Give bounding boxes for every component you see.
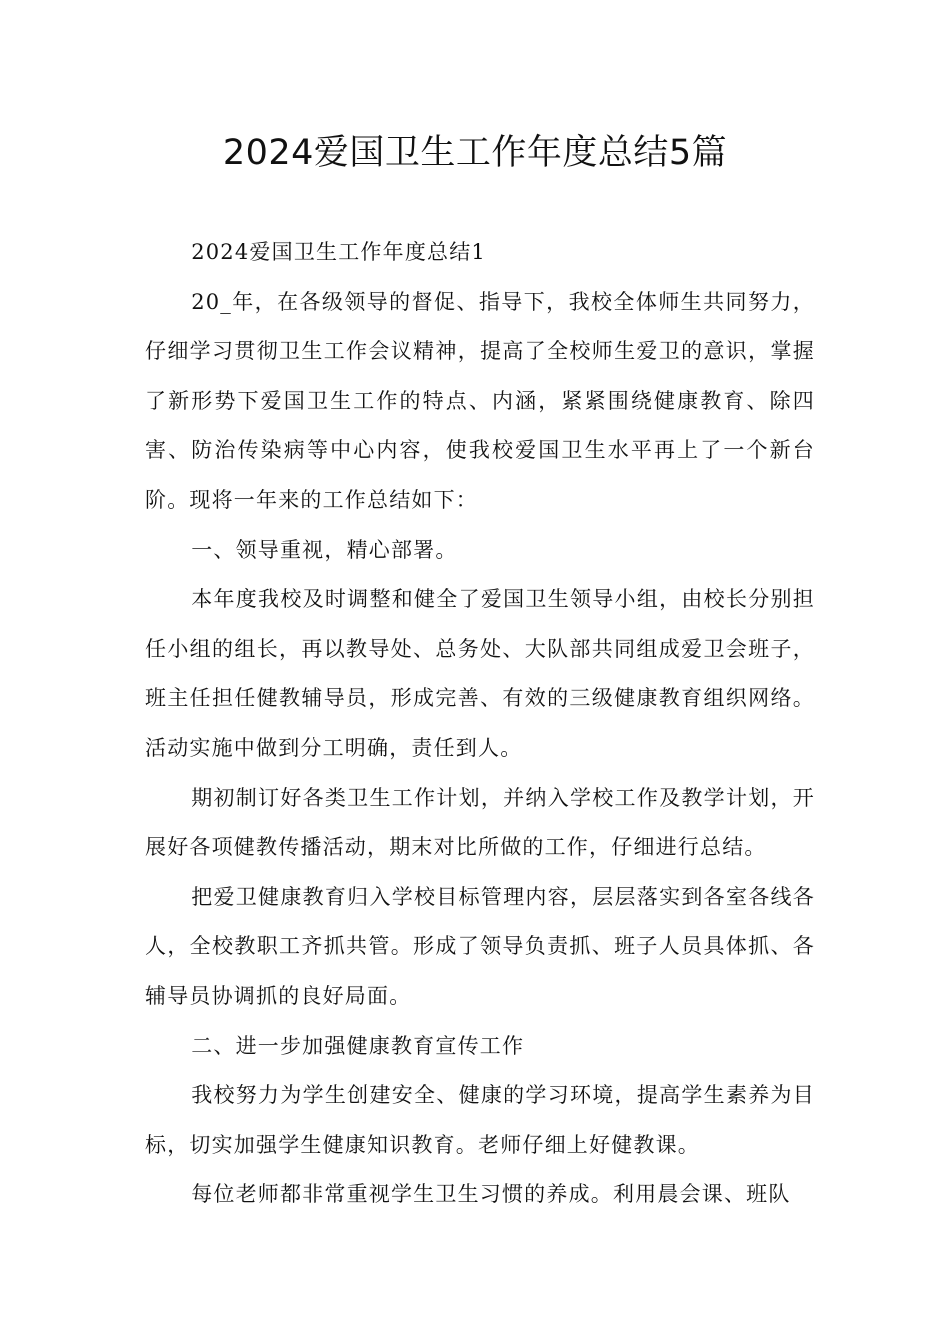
section-heading: 2024爱国卫生工作年度总结1 <box>191 240 486 264</box>
paragraph-management: 把爱卫健康教育归入学校目标管理内容，层层落实到各室各线各人，全校教职工齐抓共管。形成了领导负责抓、班子人员具体抓、各辅导员协调抓的良好局面。 <box>145 884 815 1008</box>
subheading-health-education: 二、进一步加强健康教育宣传工作 <box>191 1033 525 1058</box>
paragraph-habits: 每位老师都非常重视学生卫生习惯的养成。利用晨会课、班队 <box>191 1182 791 1207</box>
paragraph-intro: 20_年，在各级领导的督促、指导下，我校全体师生共同努力，仔细学习贯彻卫生工作会议精神，提高了全校师生爱卫的意识，掌握了新形势下爱国卫生工作的特点、内涵，紧紧围绕健康教育、除四害、防治传染病等中心内容，使我校爱国卫生水平再上了一个新台阶。现将一年来的工作总结如下： <box>145 289 815 512</box>
paragraph-environment: 我校努力为学生创建安全、健康的学习环境，提高学生素养为目标，切实加强学生健康知识教育。老师仔细上好健教课。 <box>145 1083 815 1157</box>
subheading-leadership: 一、领导重视，精心部署。 <box>191 537 458 562</box>
document-title: 2024爱国卫生工作年度总结5篇 <box>222 133 728 173</box>
paragraph-leadership-group: 本年度我校及时调整和健全了爱国卫生领导小组，由校长分别担任小组的组长，再以教导处、总务处、大队部共同组成爱卫会班子，班主任担任健教辅导员，形成完善、有效的三级健康教育组织网络。活动实施中做到分工明确，责任到人。 <box>145 587 815 760</box>
document-body <box>145 228 815 1220</box>
paragraph-plans: 期初制订好各类卫生工作计划，并纳入学校工作及教学计划，开展好各项健教传播活动，期末对比所做的工作，仔细进行总结。 <box>145 785 815 860</box>
